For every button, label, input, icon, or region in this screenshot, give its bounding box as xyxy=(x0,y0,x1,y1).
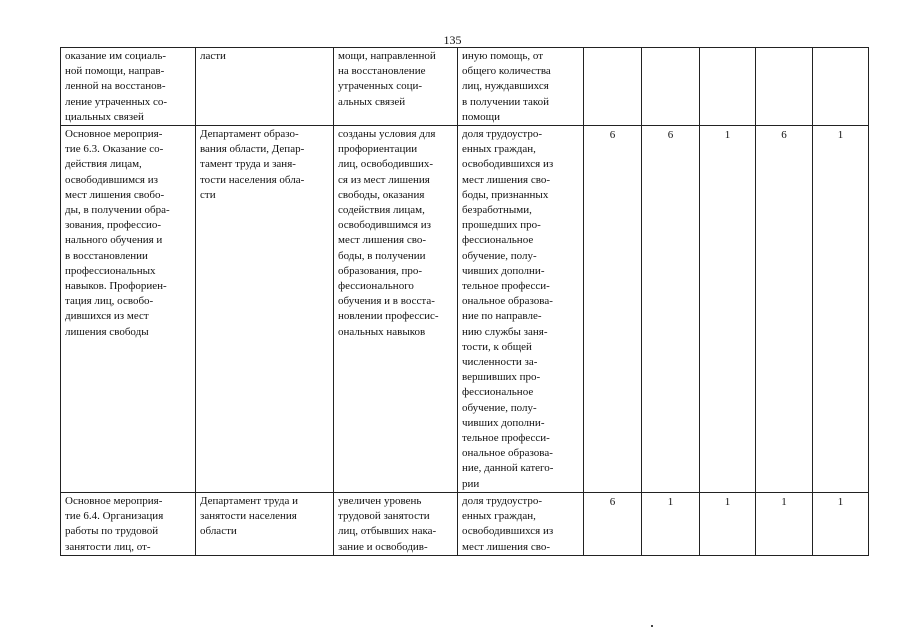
result-cell: мощи, направленной на восстановление утраченных соци- альных связей xyxy=(334,48,458,126)
table-row xyxy=(61,126,869,493)
scan-speck xyxy=(651,625,653,627)
value-cell: 1 xyxy=(813,492,869,555)
indicator-cell: доля трудоустро- енных граждан, освободившихся из мест лишения сво- xyxy=(458,492,584,555)
value-cell xyxy=(584,48,642,126)
result-cell: увеличен уровень трудовой занятости лиц, отбывших нака- зание и освободив- xyxy=(334,492,458,555)
value-cell xyxy=(756,48,813,126)
value-cell: 6 xyxy=(584,492,642,555)
indicator-cell: доля трудоустро- енных граждан, освободившихся из мест лишения сво- боды, признанных безработными, прошедших про- фессиональное обучение, полу- чивших дополни- тельное професси- ональное образова- ние по направле- нию службы заня- тости, к общей численности за- вершивших про- фессиональное обучение, полу- чивших дополни- тельное професси- ональное образова- ние, данной катего- рии xyxy=(458,126,584,493)
program-table xyxy=(60,47,869,556)
page-number: 135 xyxy=(443,33,462,47)
value-cell: 1 xyxy=(642,492,700,555)
value-cell: 6 xyxy=(584,126,642,493)
executor-cell: Департамент образо- вания области, Депар- тамент труда и заня- тости населения обла- сти xyxy=(196,126,334,493)
result-cell: созданы условия для профориентации лиц, освободивших- ся из мест лишения свободы, оказания содействия лицам, освободившимся из мест лишения сво- боды, в получении образования, про- фессионального обучения и в восста- новлении профессис- ональных навыков xyxy=(334,126,458,493)
value-cell xyxy=(700,48,756,126)
activity-cell: Основное мероприя- тие 6.4. Организация работы по трудовой занятости лиц, от- xyxy=(61,492,196,555)
executor-cell: Департамент труда и занятости населения области xyxy=(196,492,334,555)
value-cell: 1 xyxy=(756,492,813,555)
executor-cell: ласти xyxy=(196,48,334,126)
value-cell: 1 xyxy=(700,492,756,555)
table-row xyxy=(61,492,869,555)
value-cell: 6 xyxy=(756,126,813,493)
activity-cell: Основное мероприя- тие 6.3. Оказание со- действия лицам, освободившимся из мест лишения свобо- ды, в получении обра- зования, профессио- нального обучения и в восстановлении профессиональных навыков. Профориен- тация лиц, освобо- дившихся из мест лишения свободы xyxy=(61,126,196,493)
table-row xyxy=(61,48,869,126)
value-cell: 1 xyxy=(700,126,756,493)
value-cell xyxy=(813,48,869,126)
value-cell xyxy=(642,48,700,126)
value-cell: 1 xyxy=(813,126,869,493)
indicator-cell: иную помощь, от общего количества лиц, нуждавшихся в получении такой помощи xyxy=(458,48,584,126)
value-cell: 6 xyxy=(642,126,700,493)
activity-cell: оказание им социаль- ной помощи, направ- ленной на восстанов- ление утраченных со- циальных связей xyxy=(61,48,196,126)
